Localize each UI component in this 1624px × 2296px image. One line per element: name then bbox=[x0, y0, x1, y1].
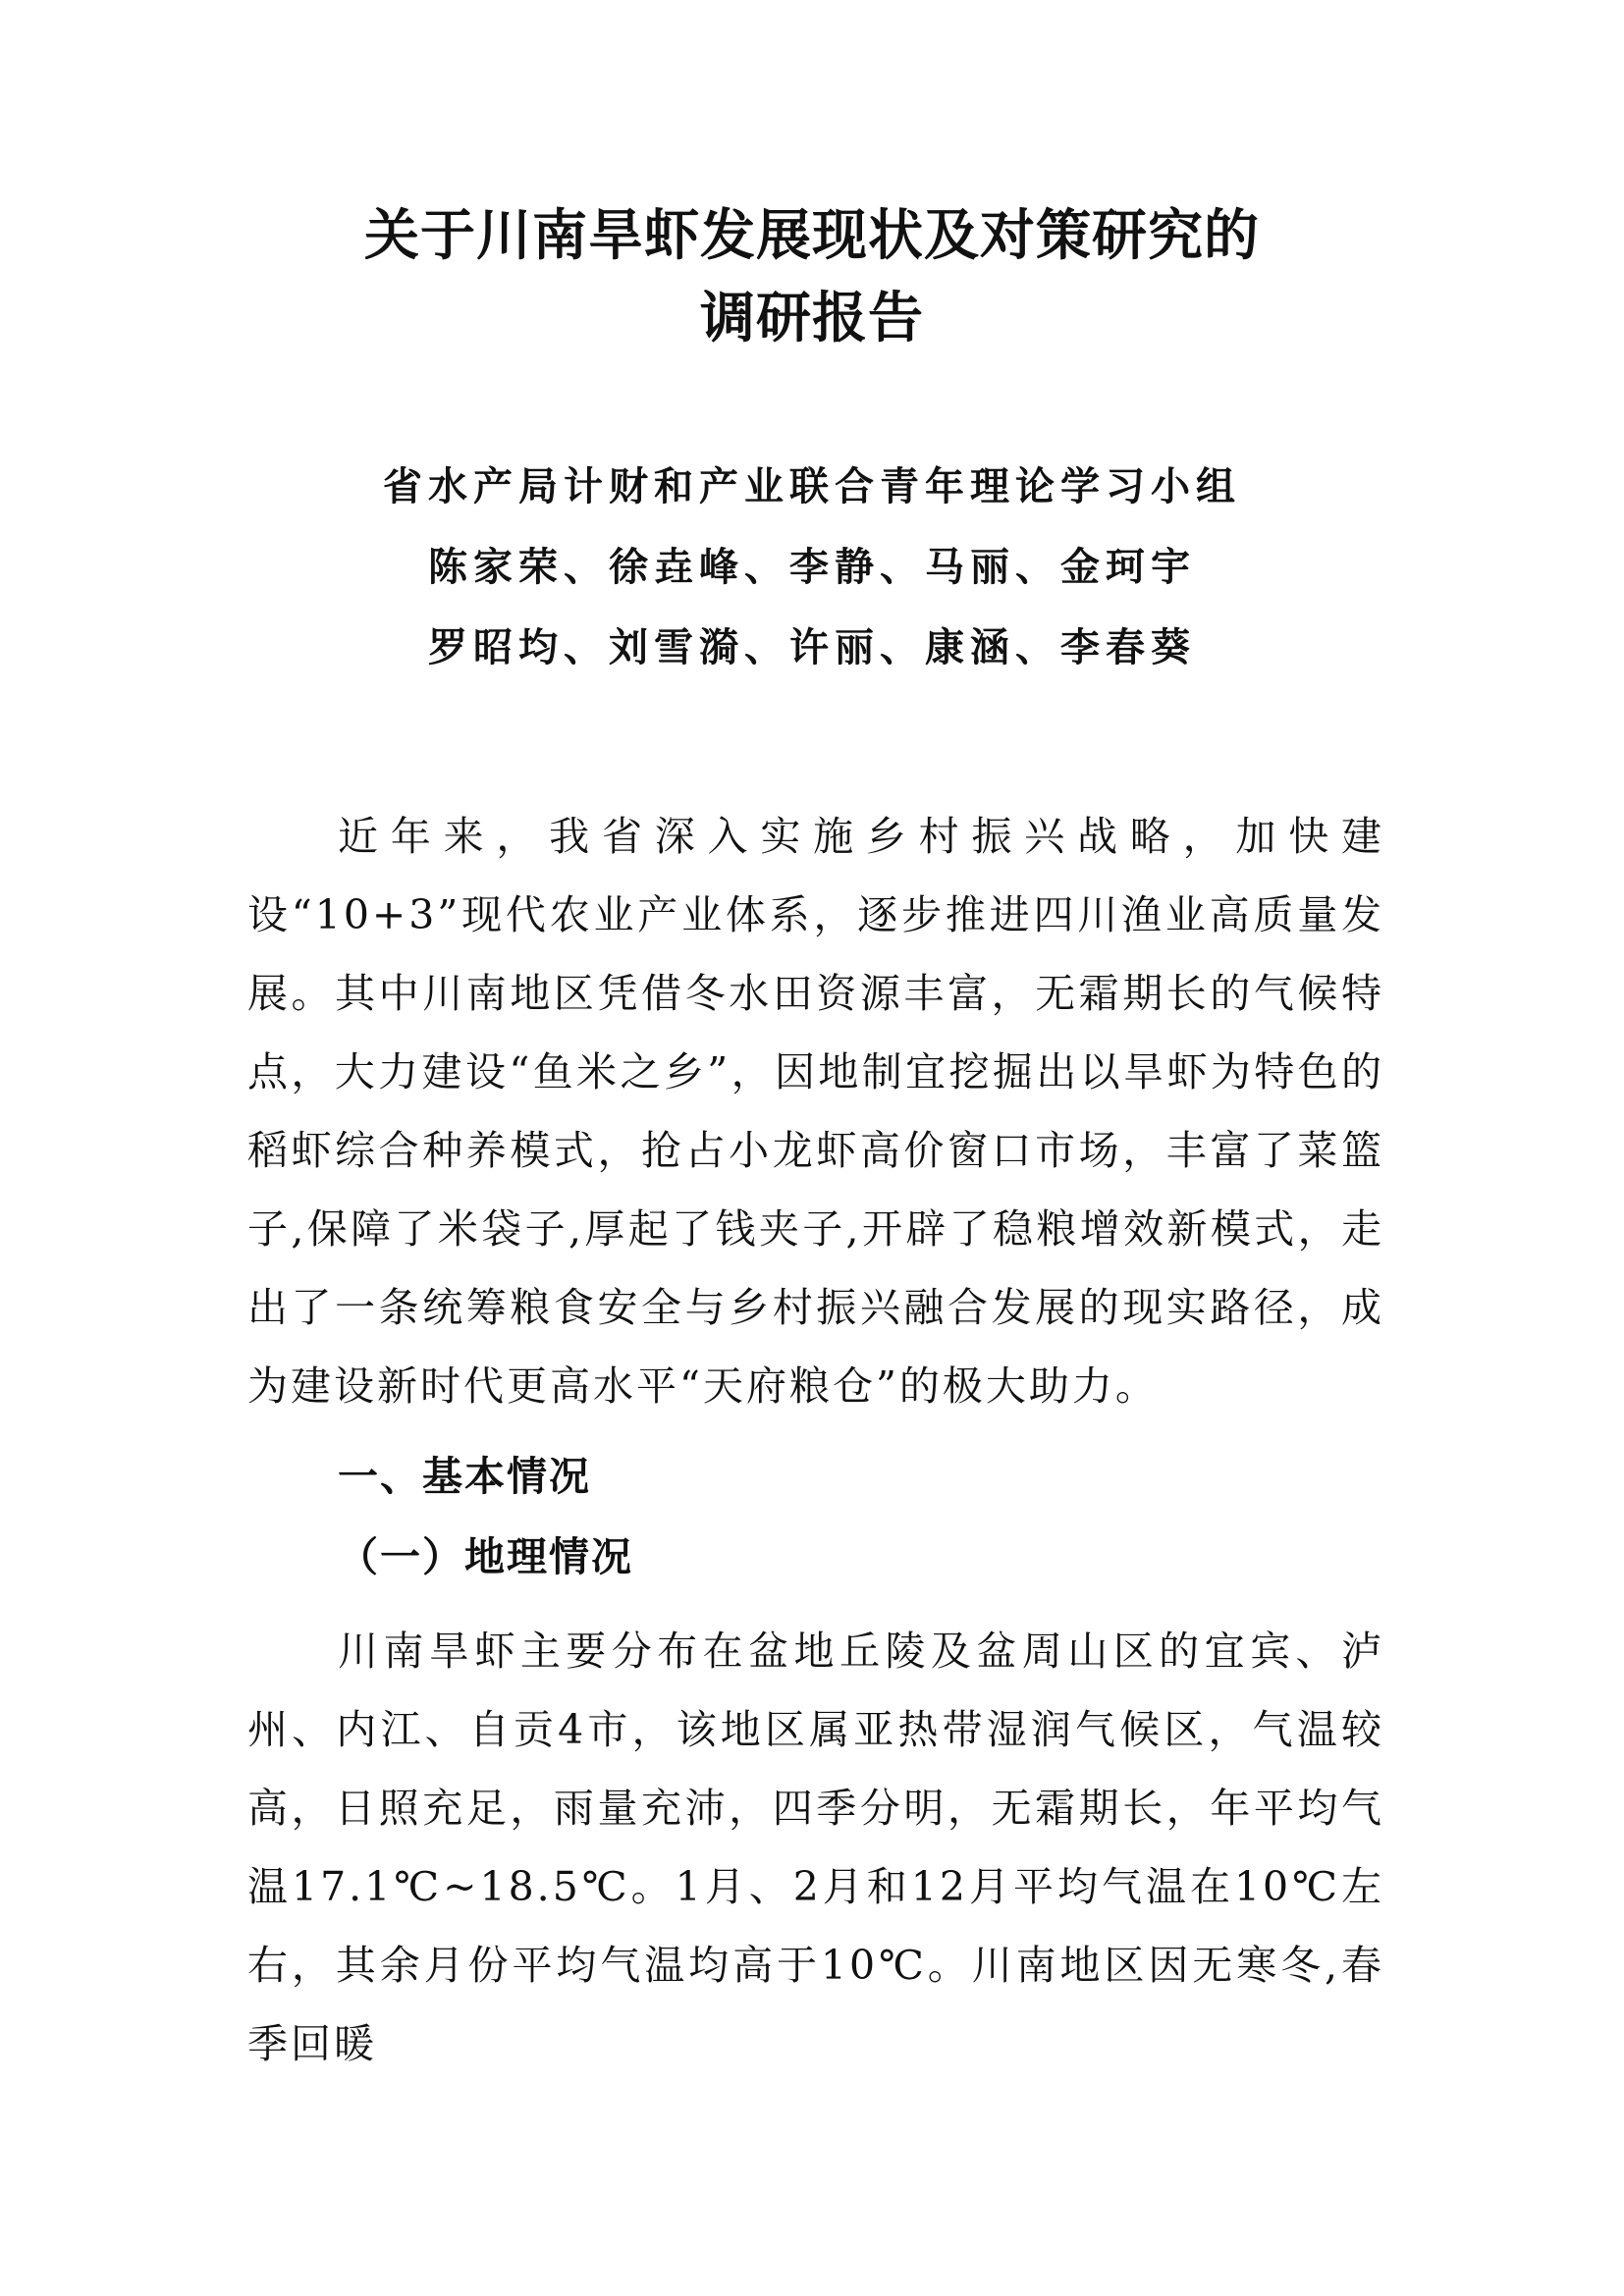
document-title-line-2: 调研报告 bbox=[700, 286, 924, 350]
document-title-line-1: 关于川南旱虾发展现状及对策研究的 bbox=[364, 203, 1260, 268]
byline-authors-2: 罗昭均、刘雪漪、许丽、康涵、李春葵 bbox=[428, 625, 1196, 670]
section-heading: 一、基本情况 bbox=[338, 1453, 591, 1500]
byline-group: 省水产局计财和产业联合青年理论学习小组 bbox=[383, 464, 1241, 509]
subsection-heading: （一）地理情况 bbox=[338, 1533, 633, 1580]
byline-authors-1: 陈家荣、徐垚峰、李静、马丽、金珂宇 bbox=[428, 545, 1196, 590]
geography-paragraph: 川南旱虾主要分布在盆地丘陵及盆周山区的宜宾、泸州、内江、自贡4市，该地区属亚热带湿润气候区，气温较高，日照充足，雨量充沛，四季分明，无霜期长，年平均气温17.1℃~18.5℃。1月、2月和12月平均气温在10℃左右，其余月份平均气温均高于10℃。川南地区因无寒冬,春季回暖 bbox=[247, 1628, 1384, 2067]
intro-paragraph: 近年来，我省深入实施乡村振兴战略，加快建设“10+3”现代农业产业体系，逐步推进四川渔业高质量发展。其中川南地区凭借冬水田资源丰富，无霜期长的气候特点，大力建设“鱼米之乡”，因地制宜挖掘出以旱虾为特色的稻虾综合种养模式，抢占小龙虾高价窗口市场，丰富了菜篮子,保障了米袋子,厚起了钱夹子,开辟了稳粮增效新模式，走出了一条统筹粮食安全与乡村振兴融合发展的现实路径，成为建设新时代更高水平“天府粮仓”的极大助力。 bbox=[247, 813, 1384, 1410]
